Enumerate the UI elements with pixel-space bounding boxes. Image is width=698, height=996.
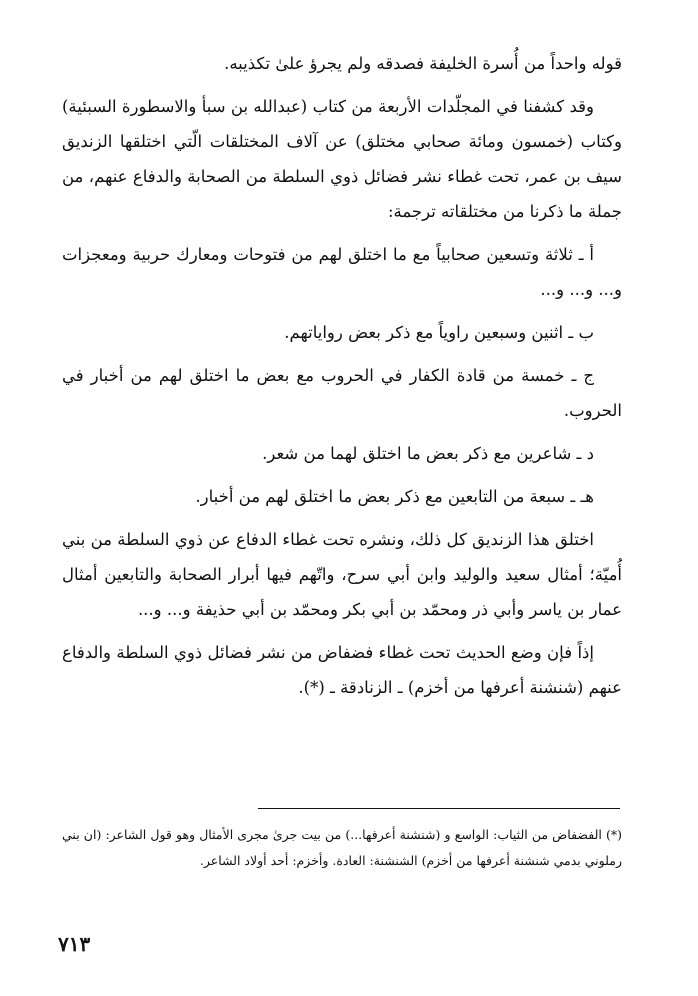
paragraph-4: إذاً فإن وضع الحديث تحت غطاء فضفاض من نشر فضائل ذوي السلطة والدفاع عنهم (شنشنة أعرفها من أخزم) ـ الزنادقة ـ (*). xyxy=(62,643,622,697)
paragraph-3: اختلق هذا الزنديق كل ذلك، ونشره تحت غطاء الدفاع عن ذوي السلطة من بني أُميّة؛ أمثال سعيد والوليد وابن أبي سرح، واتّهم فيها أبرار الصحابة والتابعين أمثال عمار بن ياسر وأبي ذر ومحمّد بن أبي بكر ومحمّد بن أبي حذيفة و... و... xyxy=(62,530,622,619)
page-number: ٧١٣ xyxy=(58,932,91,956)
list-item-b: ب ـ اثنين وسبعين راوياً مع ذكر بعض رواياتهم. xyxy=(284,323,594,342)
list-item-d: د ـ شاعرين مع ذكر بعض ما اختلق لهما من شعر. xyxy=(262,444,594,463)
paragraph-2: وقد كشفنا في المجلّدات الأربعة من كتاب (عبدالله بن سبأ والاسطورة السبئية) وكتاب (خمسون ومائة صحابي مختلق) عن آلاف المختلقات الّتي اختلقها الزنديق سيف بن عمر، تحت غطاء نشر فضائل ذوي السلطة من الصحابة والدفاع عنهم، من جملة ما ذكرنا من مختلقاته ترجمة: xyxy=(62,97,622,221)
footnote-divider xyxy=(258,808,620,809)
paragraph-1: قوله واحداً من أُسرة الخليفة فصدقه ولم يجرؤ علىٰ تكذيبه. xyxy=(224,54,622,73)
list-item-a: أ ـ ثلاثة وتسعين صحابياً مع ما اختلق لهم من فتوحات ومعارك حربية ومعجزات و... و... و... xyxy=(62,245,622,299)
list-item-e: هـ ـ سبعة من التابعين مع ذكر بعض ما اختلق لهم من أخبار. xyxy=(195,487,594,506)
list-item-c: ج ـ خمسة من قادة الكفار في الحروب مع بعض ما اختلق لهم من أخبار في الحروب. xyxy=(62,366,622,420)
main-text xyxy=(62,46,622,705)
footnote: (*) الفضفاض من الثياب: الواسع و (شنشنة أعرفها...) من بيت جرىٰ مجرى الأمثال وهو قول الشاعر: (ان بني رملوني بدمي شنشنة أعرفها من أخزم) الشنشنة: العادة. وأخزم: أحد أولاد الشاعر. xyxy=(62,827,622,868)
